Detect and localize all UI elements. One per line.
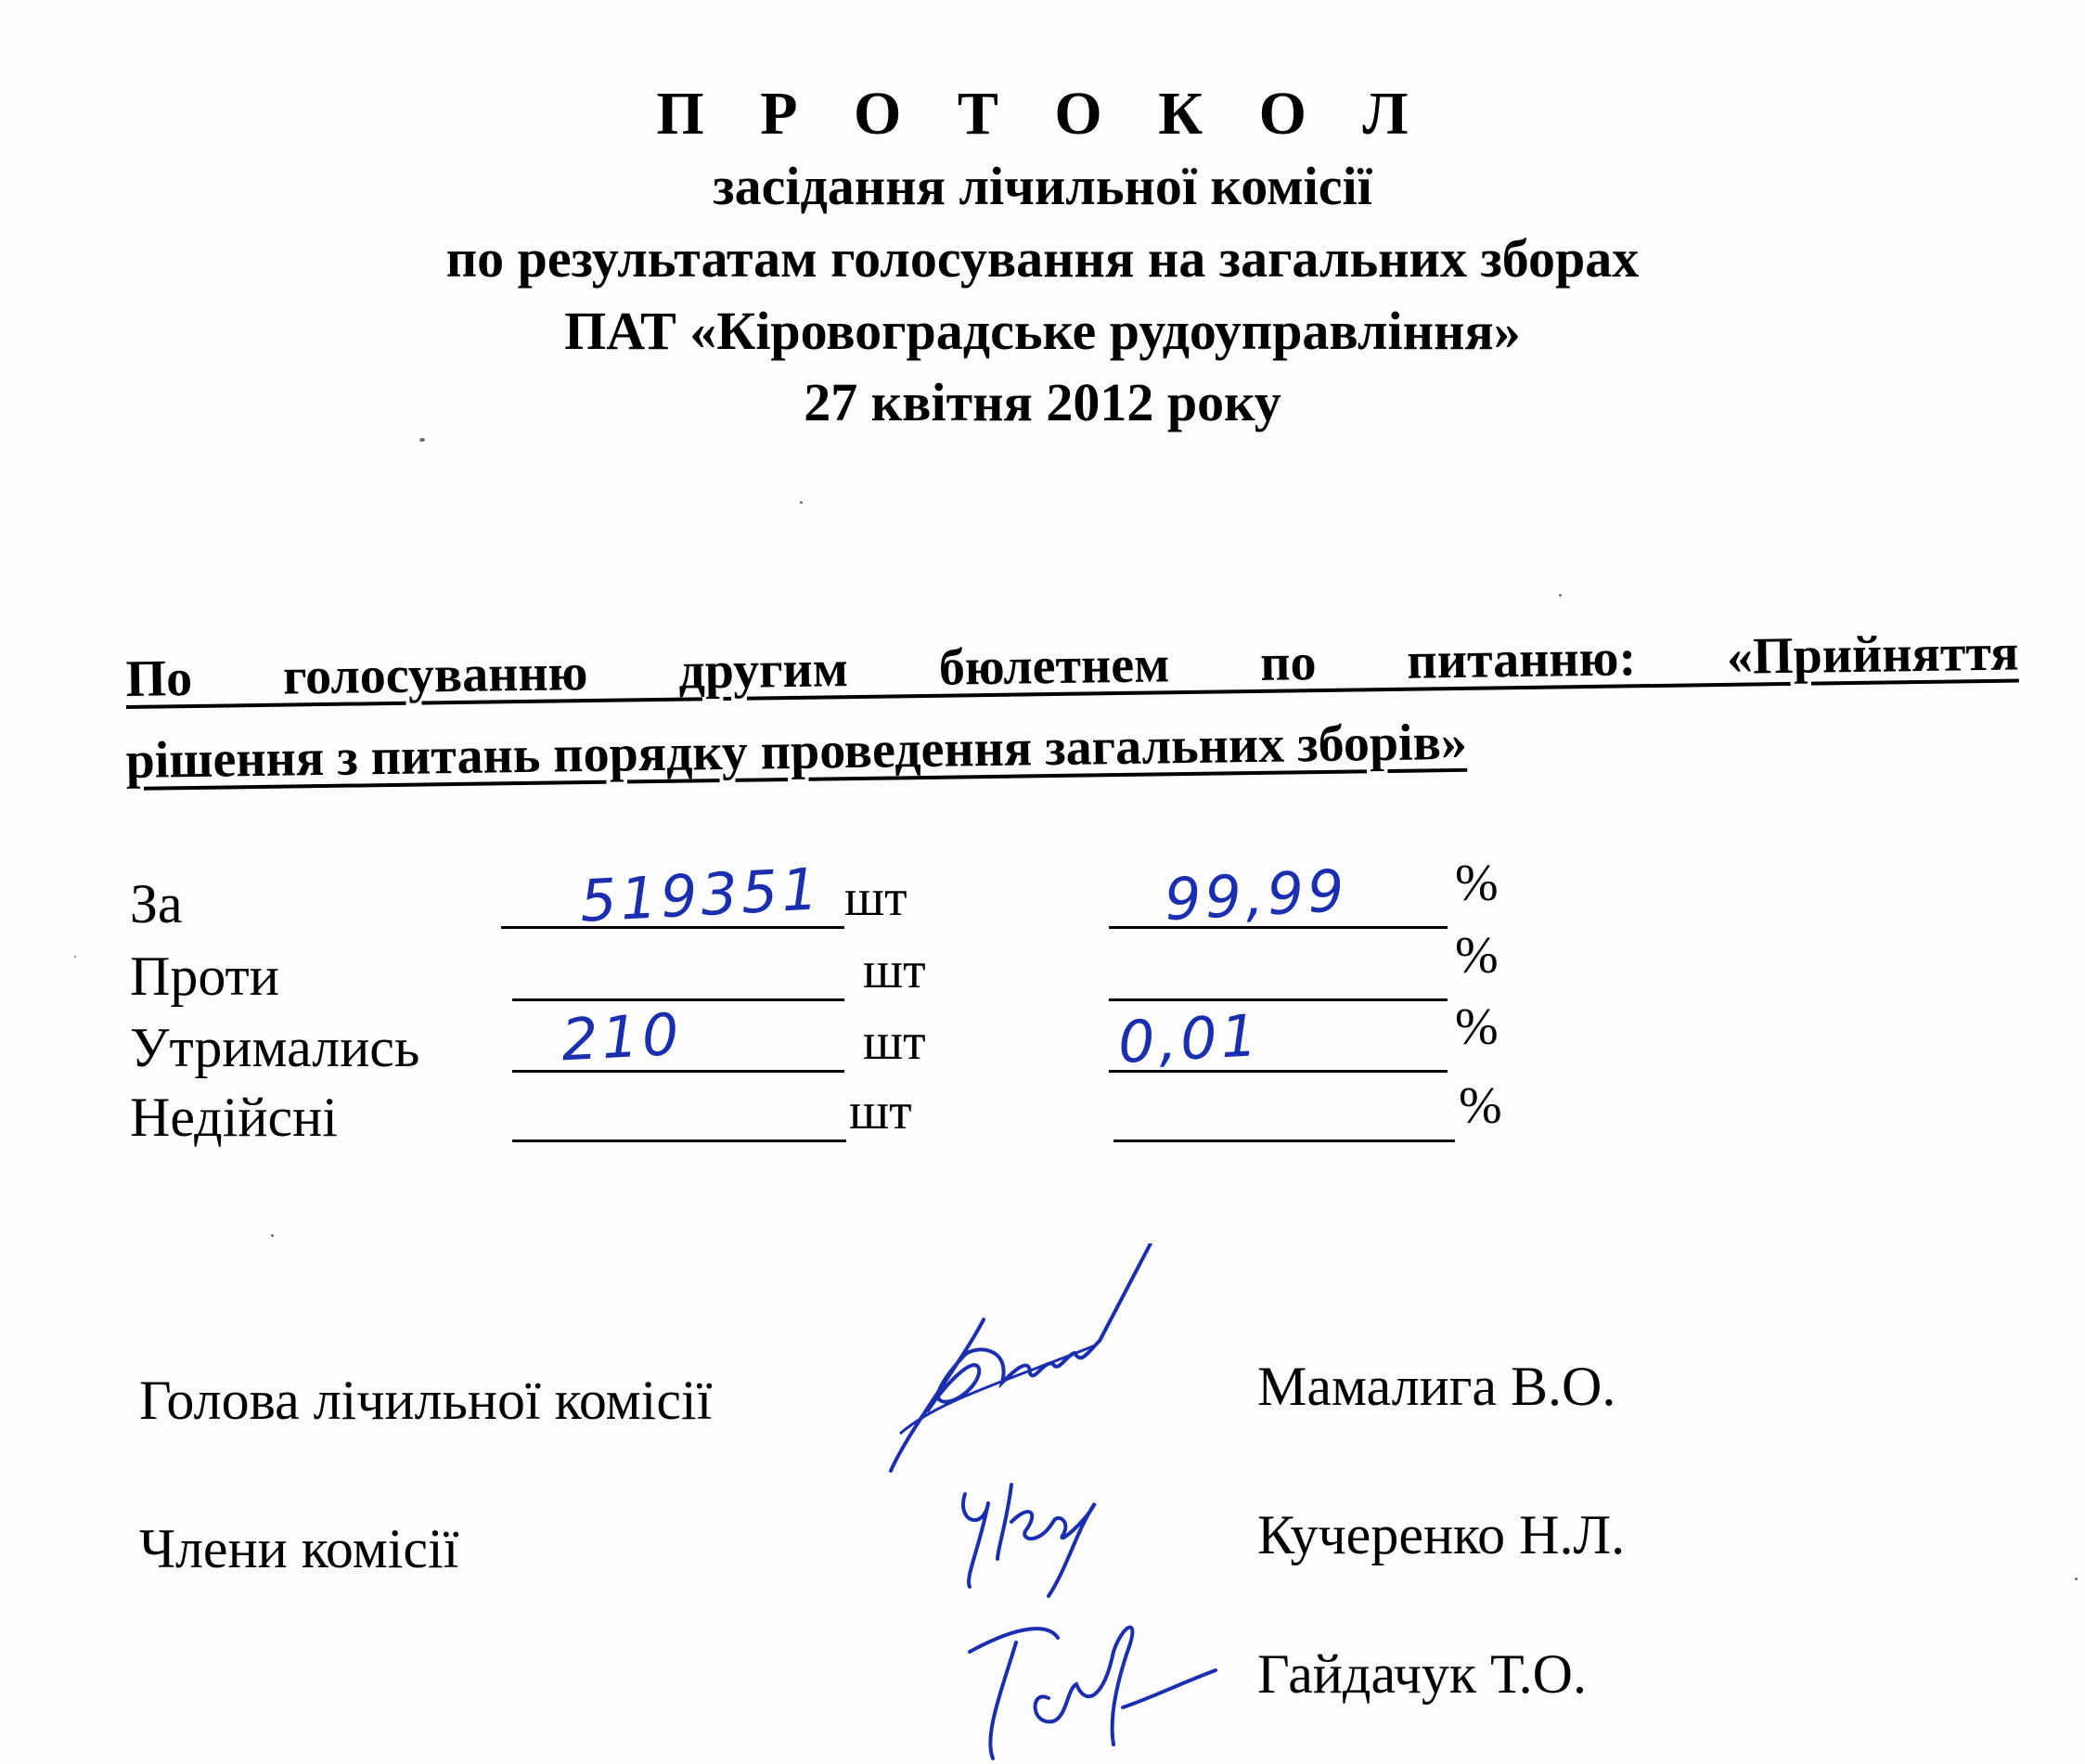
vote-label: Утримались <box>130 1017 420 1078</box>
handwritten-percent: 0,01 <box>1116 1001 1263 1076</box>
heading-line-results: по результатам голосування на загальних зборах <box>445 228 1640 289</box>
scan-speck <box>419 438 425 442</box>
percent-blank <box>1109 945 1448 1001</box>
chair-signature <box>872 1243 1178 1485</box>
handwritten-count: 210 <box>560 999 685 1075</box>
member2-name: Гайдачук Т.О. <box>1257 1643 1587 1705</box>
chair-label: Голова лічильної комісії <box>139 1370 713 1431</box>
unit-count: шт <box>849 1083 912 1140</box>
scan-speck <box>74 956 76 958</box>
heading-line-commission: засідання лічильної комісії <box>713 156 1372 216</box>
member1-name: Кучеренко Н.Л. <box>1257 1504 1626 1565</box>
vote-row-abstained <box>0 998 2085 1090</box>
protocol-title: П Р О Т О К О Л <box>656 80 1429 148</box>
scan-speck <box>800 501 803 504</box>
member2-signature <box>946 1596 1225 1763</box>
vote-row-against <box>0 927 2085 1019</box>
unit-percent: % <box>1459 1077 1502 1135</box>
vote-row-for <box>0 855 2085 946</box>
unit-count: шт <box>863 1013 926 1071</box>
handwritten-count: 519351 <box>578 855 824 935</box>
heading-line-company: ПАТ «Кіровоградське рудоуправління» <box>564 301 1521 361</box>
percent-blank <box>1113 1086 1455 1142</box>
unit-count: шт <box>863 942 926 999</box>
vote-label: Проти <box>130 946 279 1007</box>
members-label: Члени комісії <box>139 1518 459 1579</box>
scan-speck <box>2075 1577 2078 1580</box>
question-line-2: рішення з питань порядку проведення загальних зборів» <box>125 713 1468 790</box>
heading-line-date: 27 квітня 2012 року <box>804 372 1281 432</box>
vote-row-invalid <box>0 1077 2085 1160</box>
unit-percent: % <box>1455 927 1499 985</box>
chair-name: Мамалига В.О. <box>1257 1356 1616 1417</box>
scan-speck <box>271 1234 274 1237</box>
vote-label: Недійсні <box>130 1087 338 1148</box>
vote-label: За <box>130 873 183 934</box>
unit-count: шт <box>844 869 907 927</box>
unit-percent: % <box>1455 998 1499 1056</box>
count-blank <box>512 1086 846 1142</box>
unit-percent: % <box>1455 855 1499 912</box>
question-line-1: По голосуванню другим бюлетнем по питанню: «Прийняття <box>125 624 2019 708</box>
count-blank <box>512 945 844 1001</box>
handwritten-percent: 99,99 <box>1163 856 1350 934</box>
scan-speck <box>1559 594 1562 597</box>
member1-signature <box>946 1466 1141 1605</box>
